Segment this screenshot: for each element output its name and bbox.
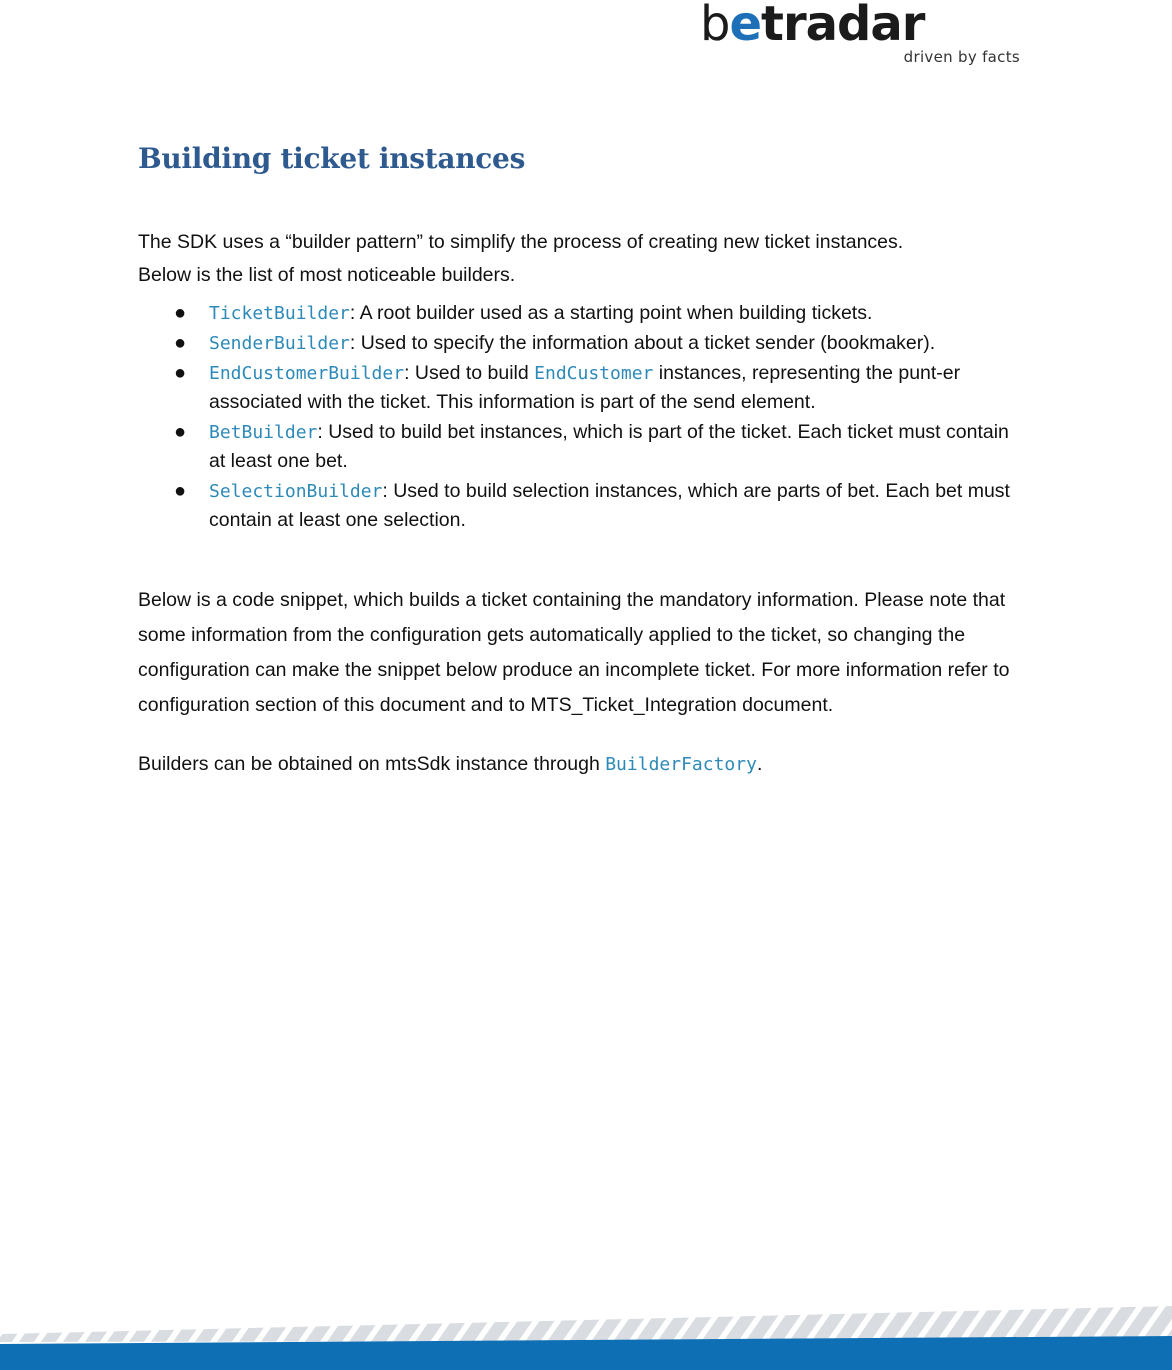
list-item bbox=[138, 359, 1028, 417]
list-item bbox=[138, 329, 1028, 358]
code-endcustomerbuilder: EndCustomerBuilder bbox=[209, 363, 405, 384]
list-item-text: : Used to build bbox=[404, 362, 535, 384]
logo-wordmark bbox=[700, 0, 924, 54]
factory-paragraph bbox=[138, 748, 1033, 781]
bullet-icon: ● bbox=[174, 332, 187, 354]
intro-line-2: Below is the list of most noticeable builders. bbox=[138, 264, 516, 286]
list-item-text: : A root builder used as a starting point when building tickets. bbox=[349, 302, 873, 324]
footer-stripes bbox=[0, 1306, 1172, 1342]
logo-letter-b: b bbox=[700, 0, 730, 52]
bullet-icon: ● bbox=[174, 480, 187, 502]
bullet-icon: ● bbox=[174, 362, 187, 384]
list-item-text: : Used to specify the information about a ticket sender (bookmaker). bbox=[349, 332, 936, 354]
factory-text: Builders can be obtained on mtsSdk instance through bbox=[138, 753, 606, 775]
code-betbuilder: BetBuilder bbox=[209, 422, 318, 443]
bullet-icon: ● bbox=[174, 302, 187, 324]
logo-tagline: driven by facts bbox=[903, 48, 1020, 66]
code-endcustomer: EndCustomer bbox=[534, 363, 654, 384]
footer-band bbox=[0, 1306, 1172, 1370]
factory-end: . bbox=[756, 753, 763, 775]
intro-line-1: The SDK uses a “builder pattern” to simplify the process of creating new ticket instances. bbox=[138, 231, 904, 253]
page-heading: Building ticket instances bbox=[138, 142, 526, 175]
list-item bbox=[138, 477, 1028, 535]
intro-paragraph bbox=[138, 226, 1033, 292]
logo-letters-rest: tradar bbox=[761, 0, 925, 52]
code-selectionbuilder: SelectionBuilder bbox=[209, 481, 383, 502]
list-item-text: : Used to build selection instances, which are parts of bet. Each bet must contain at least one selection. bbox=[209, 480, 1010, 531]
code-builderfactory: BuilderFactory bbox=[605, 754, 757, 775]
bullet-icon: ● bbox=[174, 421, 187, 443]
list-item-text: : Used to build bet instances, which is part of the ticket. Each ticket must contain at least one bet. bbox=[209, 421, 1009, 472]
snippet-paragraph: Below is a code snippet, which builds a ticket containing the mandatory information. Please note that some information from the configuration gets automatically applied to the ticket, so changing the configuration can make the snippet below produce an incomplete ticket. For more information refer to configuration section of this document and to MTS_Ticket_Integration document. bbox=[138, 589, 1010, 716]
code-ticketbuilder: TicketBuilder bbox=[209, 303, 350, 324]
list-item bbox=[138, 418, 1028, 476]
builders-list bbox=[138, 299, 1028, 536]
betradar-logo bbox=[700, 0, 1022, 72]
logo-letter-e: e bbox=[729, 0, 762, 52]
list-item-text: instances, representing the punt-er associated with the ticket. This information is part of the send element. bbox=[209, 362, 961, 413]
code-senderbuilder: SenderBuilder bbox=[209, 333, 350, 354]
list-item bbox=[138, 299, 1028, 328]
